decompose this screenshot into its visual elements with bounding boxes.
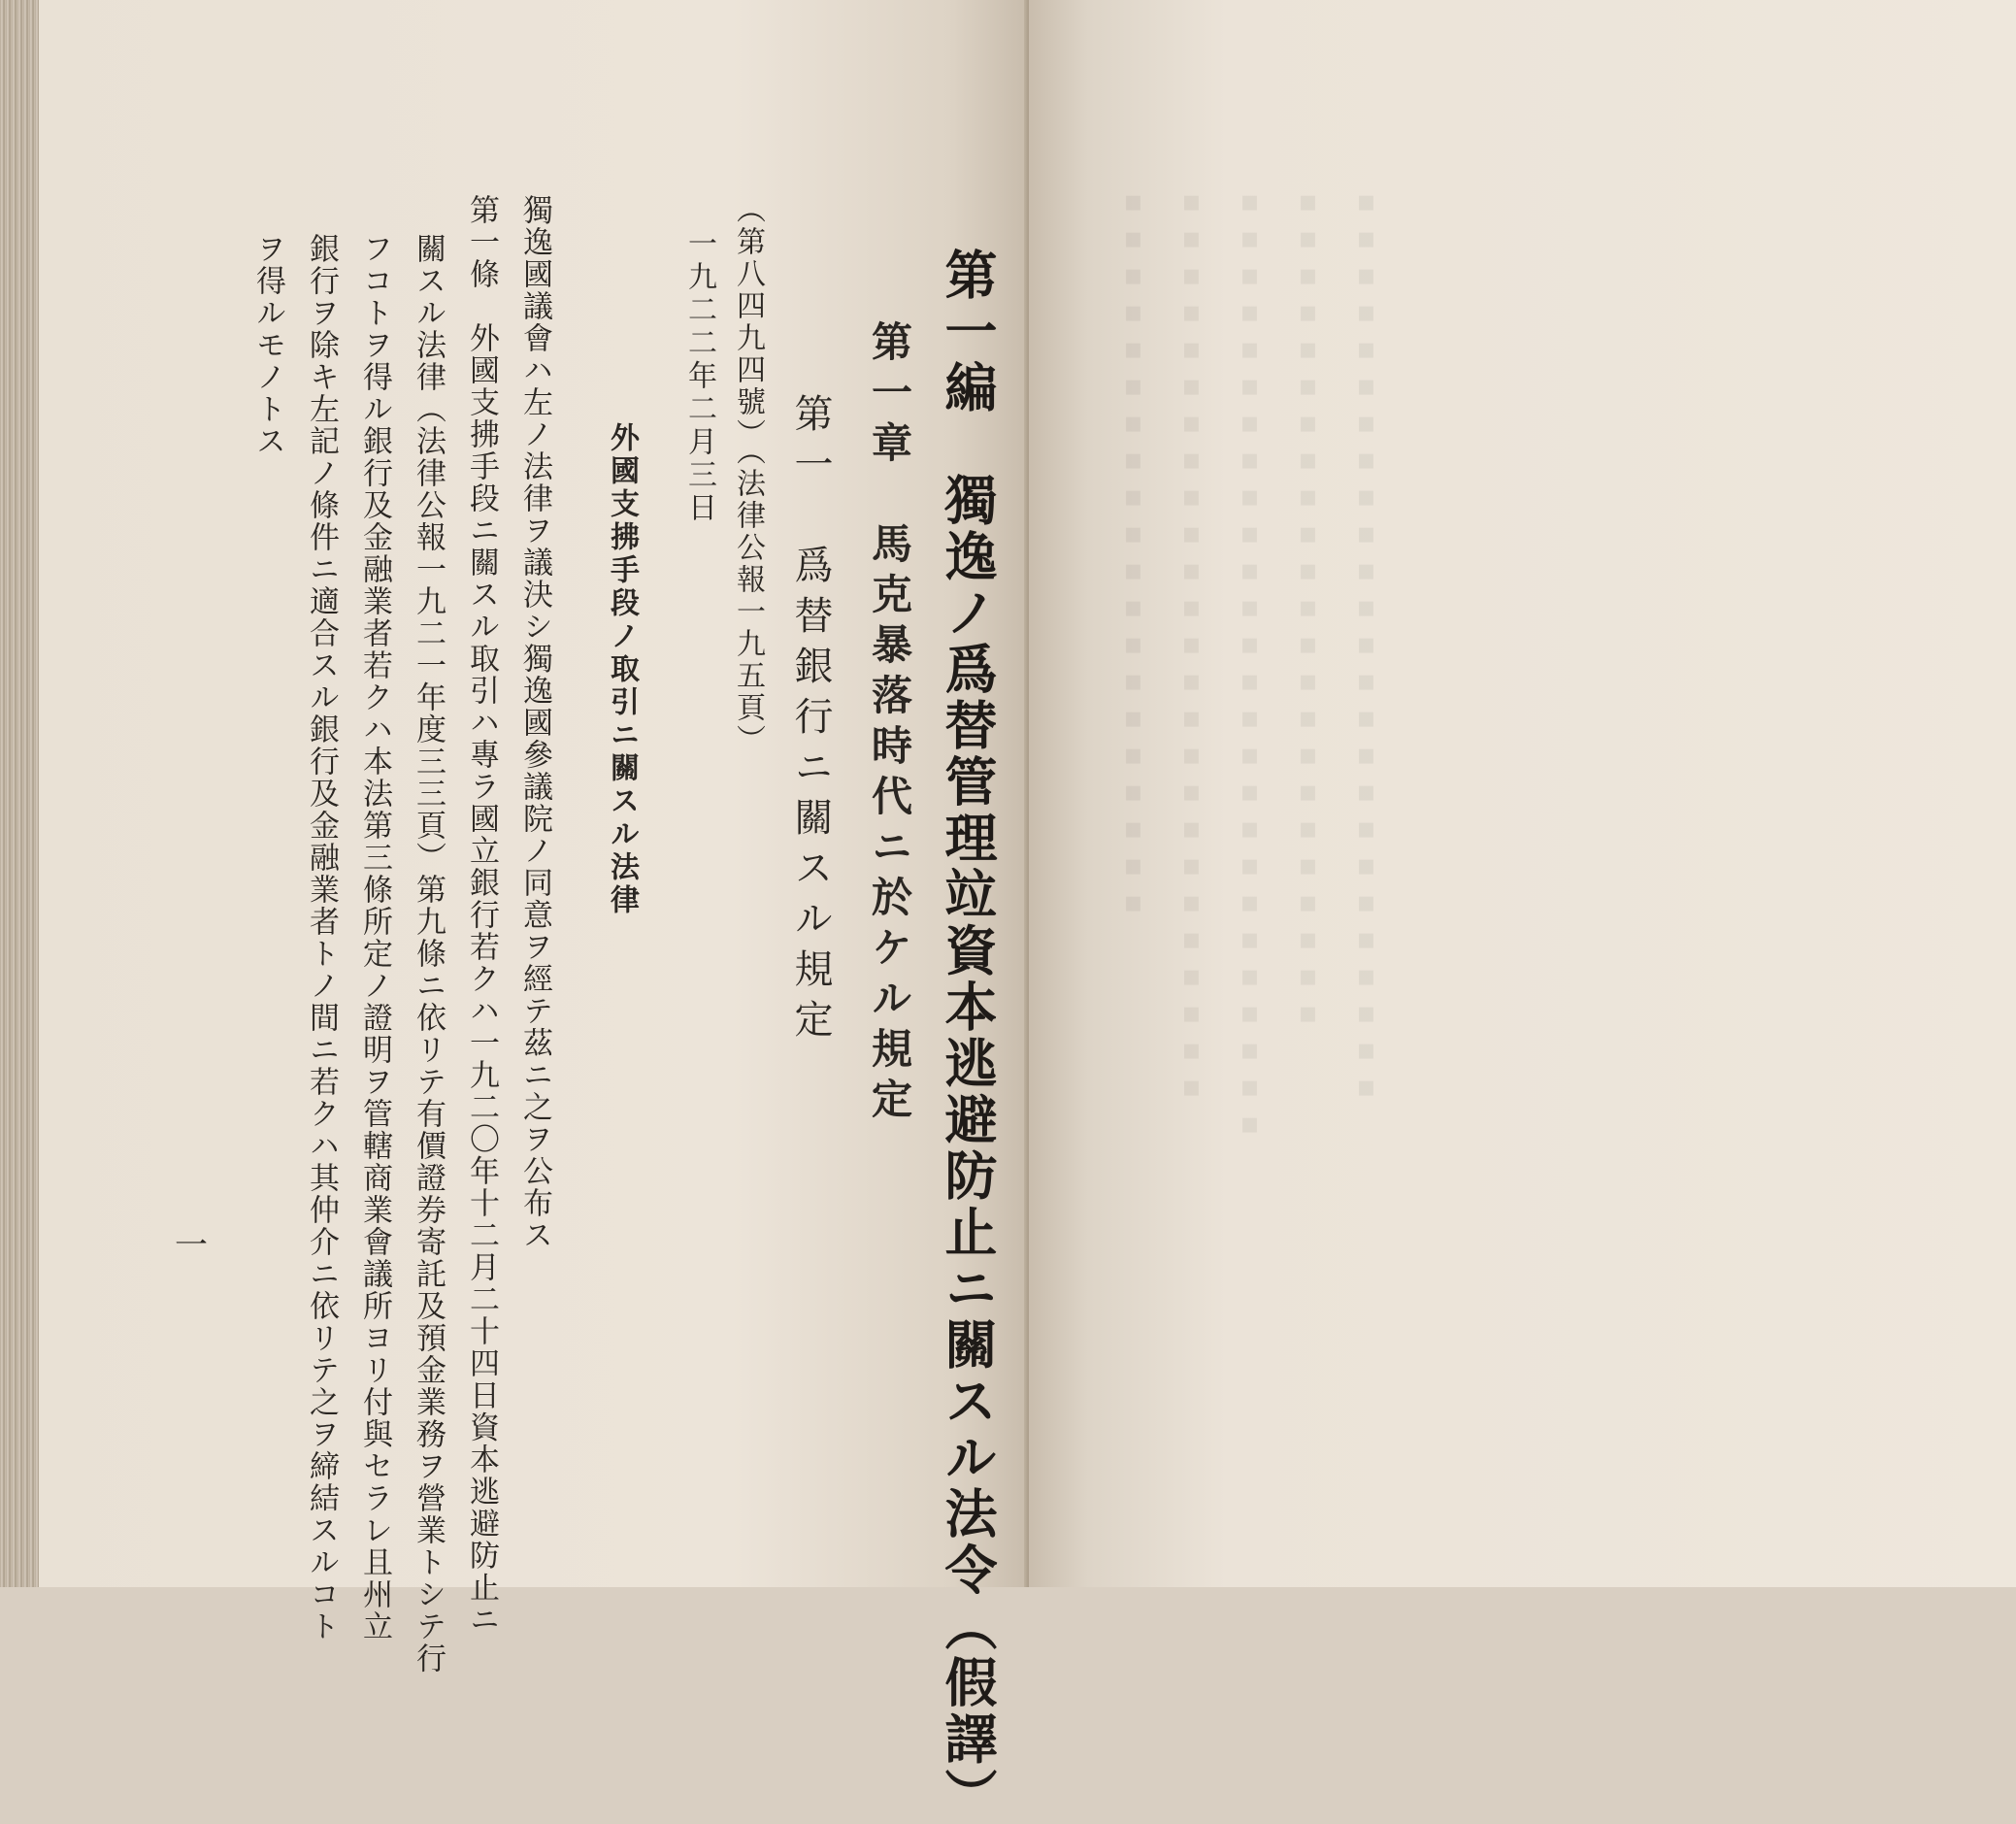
body-line-6: ヲ得ルモノトス [250, 233, 285, 457]
law-title: 外國支拂手段ノ取引ニ關スル法律 [605, 422, 639, 917]
law-date: 一九二二年二月三日 [682, 228, 716, 525]
body-line-4: フコトヲ得ル銀行及金融業者若クハ本法第三條所定ノ證明ヲ管轄商業會議所ヨリ付與セラレ且州立 [357, 233, 392, 1642]
bleed-through-text: ▪▪▪▪▪▪▪▪▪▪▪▪▪▪▪▪▪▪▪▪▪▪▪▪▪ [1174, 184, 1208, 1107]
bleed-through-text: ▪▪▪▪▪▪▪▪▪▪▪▪▪▪▪▪▪▪▪▪ [1116, 184, 1150, 922]
body-line-5: 銀行ヲ除キ左記ノ條件ニ適合スル銀行及金融業者トノ間ニ若クハ其仲介ニ依リテ之ヲ締結スルコト [304, 233, 339, 1642]
section-heading: 第一 爲替銀行ニ關スル規定 [788, 393, 833, 1049]
bleed-through-text: ▪▪▪▪▪▪▪▪▪▪▪▪▪▪▪▪▪▪▪▪▪▪▪▪▪ [1349, 184, 1383, 1107]
law-number: （第八四九四號）（法律公報一九五頁） [731, 194, 765, 756]
right-page [1029, 0, 2016, 1587]
body-line-3: 關スル法律（法律公報一九二一年度三三頁）第九條ニ依リテ有價證券寄託及預金業務ヲ營業トシテ行 [411, 233, 446, 1675]
left-page [39, 0, 1029, 1824]
bleed-through-text: ▪▪▪▪▪▪▪▪▪▪▪▪▪▪▪▪▪▪▪▪▪▪▪▪▪▪ [1233, 184, 1267, 1144]
body-line-2: 第一條 外國支拂手段ニ關スル取引ハ專ラ國立銀行若クハ一九二〇年十二月二十四日資本逃避防止ニ [464, 194, 499, 1636]
page-edges [0, 0, 39, 1587]
page-number: 一 [175, 1226, 208, 1265]
bleed-through-text: ▪▪▪▪▪▪▪▪▪▪▪▪▪▪▪▪▪▪▪▪▪▪▪ [1291, 184, 1325, 1033]
body-line-1: 獨逸國議會ハ左ノ法律ヲ議決シ獨逸國參議院ノ同意ヲ經テ茲ニ之ヲ公布ス [517, 194, 552, 1251]
part-heading: 第一編 獨逸ノ爲替管理竝資本逃避防止ニ關スル法令（假譯） [937, 248, 999, 1824]
chapter-heading: 第一章 馬克暴落時代ニ於ケル規定 [866, 320, 913, 1128]
